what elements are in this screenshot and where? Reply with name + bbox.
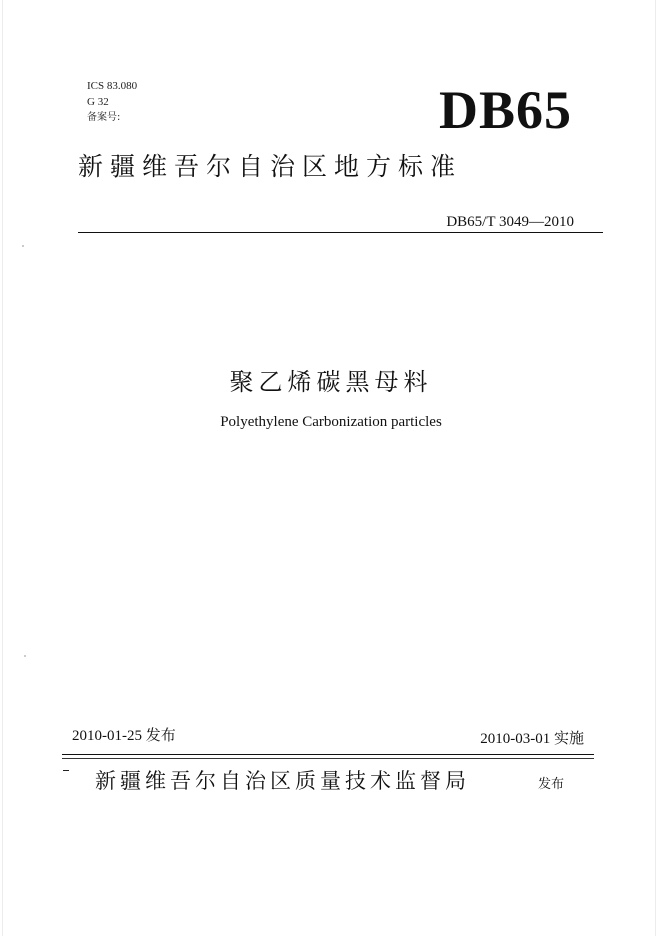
implement-date: 2010-03-01 实施 [480, 731, 584, 747]
scan-edge-right [655, 0, 656, 936]
issuing-bureau-suffix: 发布 [538, 777, 565, 792]
scan-mark [63, 770, 69, 771]
issuing-bureau: 新疆维吾尔自治区质量技术监督局 [95, 769, 470, 793]
scan-speck [22, 245, 24, 247]
scan-edge-left [2, 0, 3, 936]
issuer-title: 新疆维吾尔自治区地方标准 [78, 152, 463, 181]
scan-speck [24, 655, 26, 657]
classification-code: G 32 [87, 96, 109, 108]
record-number-label: 备案号: [87, 112, 121, 123]
ics-code: ICS 83.080 [87, 80, 138, 92]
standard-code: DB65/T 3049—2010 [446, 214, 574, 230]
publish-date: 2010-01-25 发布 [72, 728, 176, 744]
document-title-en: Polyethylene Carbonization particles [220, 414, 442, 430]
standard-logo: DB65 [438, 80, 572, 140]
footer-rule [62, 754, 594, 755]
document-title-zh: 聚乙烯碳黑母料 [229, 368, 433, 396]
header-rule [78, 232, 603, 233]
footer-rule-secondary [62, 758, 594, 759]
